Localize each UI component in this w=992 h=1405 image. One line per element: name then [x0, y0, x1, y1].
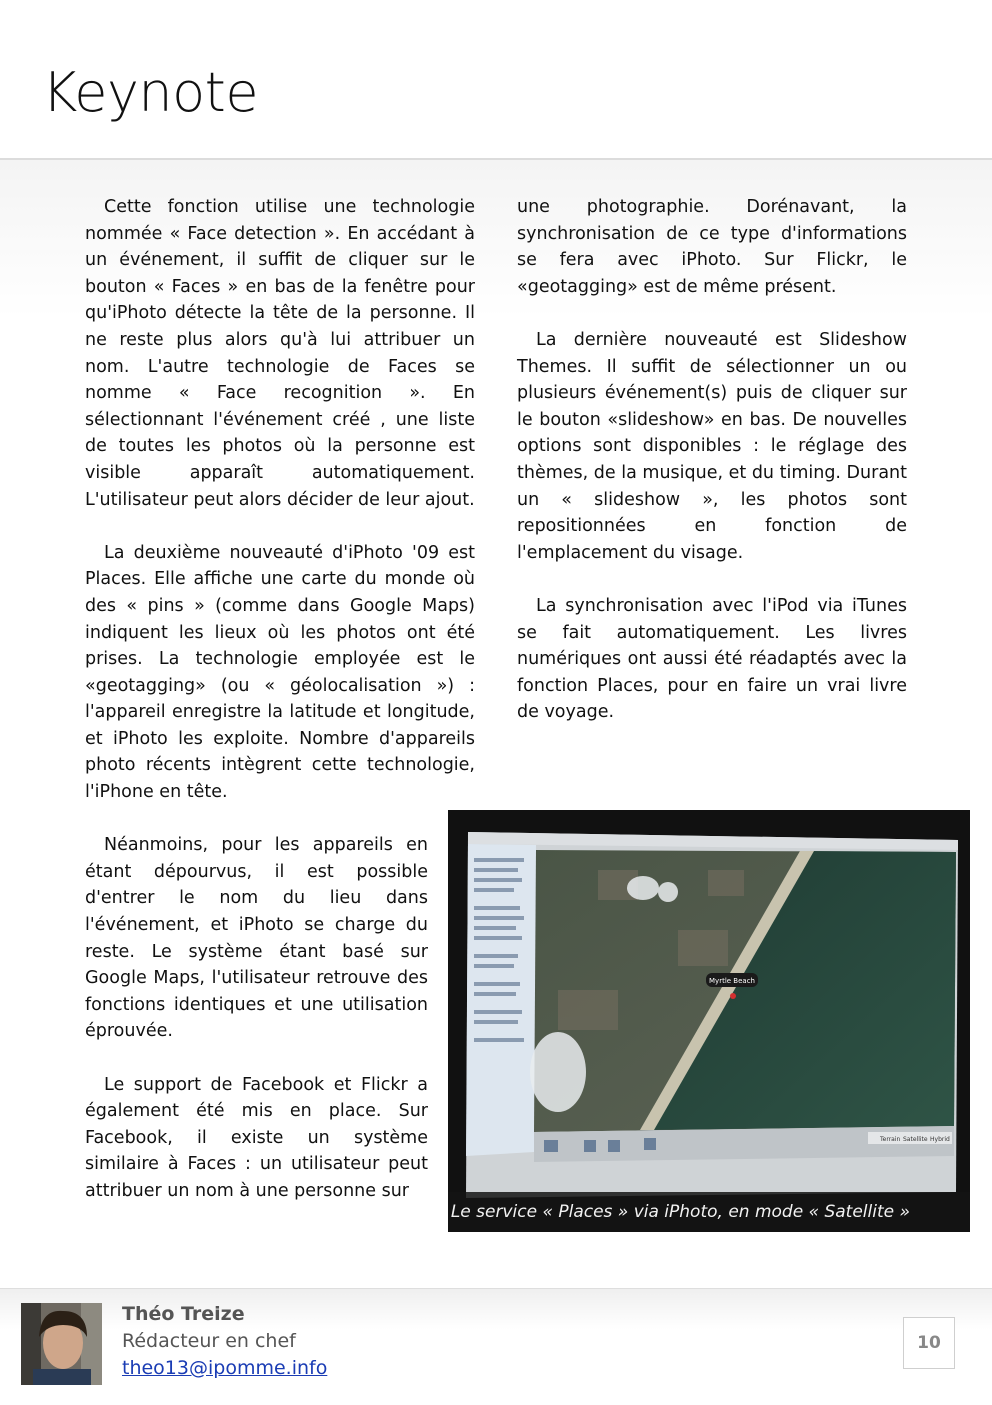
author-role: Rédacteur en chef [122, 1330, 296, 1352]
satellite-map-image [448, 810, 970, 1232]
paragraph: Le support de Facebook et Flickr a également été mis en place. Sur Facebook, il existe un système similaire à Faces : un utilisateur peut attribuer un nom à une personne sur [85, 1074, 428, 1201]
paragraph: une photographie. Dorénavant, la synchronisation de ce type d'informations se fera avec iPhoto. Sur Flickr, le «geotagging» est de même présent. [517, 197, 907, 297]
page-number: 10 [903, 1317, 955, 1369]
map-mode-hybrid: Hybrid [930, 1136, 950, 1143]
article-body [0, 160, 992, 1288]
paragraph: La synchronisation avec l'iPod via iTunes se fait automatiquement. Les livres numériques ont aussi été réadaptés avec la fonction Places, pour en faire un vrai livre de voyage. [517, 595, 907, 723]
page-header [0, 0, 992, 160]
page-footer [0, 1288, 992, 1405]
paragraph: Cette fonction utilise une technologie nommée « Face detection ». En accédant à un événement, il suffit de cliquer sur le bouton « Faces » en bas de la fenêtre pour qu'iPhoto détecte la tête de la personne. Il ne reste plus alors qu'à lui attribuer un nom. L'autre technologie de Faces se nomme « Face recognition ». En sélectionnant l'événement créé , une liste de toutes les photos où la personne est visible apparaît automatiquement. L'utilisateur peut alors décider de leur ajout. [85, 197, 475, 510]
map-mode-terrain: Terrain [880, 1136, 901, 1143]
right-column [517, 194, 907, 752]
author-name: Théo Treize [122, 1303, 245, 1325]
paragraph: La dernière nouveauté est Slideshow Themes. Il suffit de sélectionner un ou plusieurs événement(s) puis de cliquer sur le bouton «slideshow» en bas. De nouvelles options sont disponibles : le réglage des thèmes, de la musique, et du timing. Durant un « slideshow », les photos sont repositionnées en fonction de l'emplacement du visage. [517, 329, 907, 563]
paragraph: La deuxième nouveauté d'iPhoto '09 est Places. Elle affiche une carte du monde où des « pins » (comme dans Google Maps) indiquent les lieux où les photos ont été prises. La technologie employée est le «geotagging» (ou « géolocalisation ») : l'appareil enregistre la latitude et longitude, et iPhoto les exploite. Nombre d'appareils photo récents intègrent cette technologie, l'iPhone en tête. [85, 542, 475, 803]
author-email-link[interactable]: theo13@ipomme.info [122, 1357, 328, 1379]
paragraph: Néanmoins, pour les appareils en étant dépourvus, il est possible d'entrer le nom du lieu dans l'événement, et iPhoto se charge du reste. Le système étant basé sur Google Maps, l'utilisateur retrouve des fonctions identiques et une utilisation éprouvée. [85, 835, 428, 1042]
photo-caption: Le service « Places » via iPhoto, en mode « Satellite » [448, 1192, 970, 1232]
map-mode-satellite: Satellite [903, 1136, 928, 1143]
left-column [85, 194, 475, 1231]
page-title: Keynote [42, 61, 259, 124]
iphoto-places-screenshot [448, 810, 970, 1232]
avatar [21, 1303, 102, 1385]
map-pin-label: Myrtle Beach [709, 977, 755, 985]
